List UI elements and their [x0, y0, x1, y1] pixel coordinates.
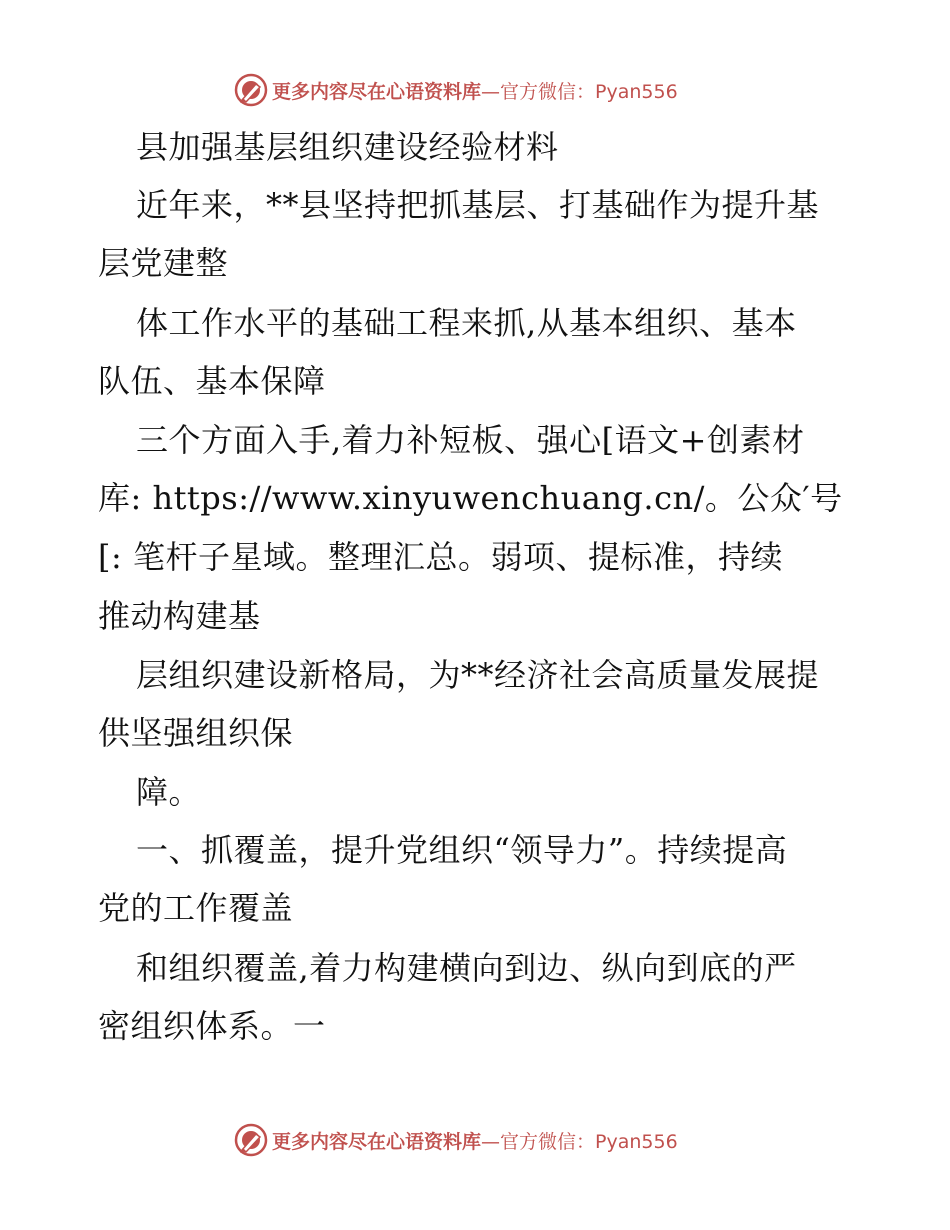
text-line: 党的工作覆盖: [98, 889, 294, 927]
text-line: 障。: [136, 773, 202, 811]
text-line: 供坚强组织保: [98, 714, 294, 752]
pen-logo-icon: [234, 1123, 268, 1157]
text-line: 推动构建基: [98, 597, 261, 635]
watermark-sub-text: —官方微信：Pyan556: [481, 1130, 678, 1153]
text-line: 密组织体系。一: [98, 1007, 326, 1045]
watermark-sub-text: —官方微信：Pyan556: [481, 80, 678, 103]
text-line: [: 笔杆子星域。整理汇总。弱项、提标准，持续: [98, 538, 783, 576]
text-line: 队伍、基本保障: [98, 362, 326, 400]
text-line: 库: https://www.xinyuwenchuang.cn/。公众′号: [98, 479, 843, 517]
text-line: 三个方面入手,着力补短板、强心[语文+创素材: [136, 421, 805, 459]
watermark-main-text: 更多内容尽在心语资料库: [272, 1130, 482, 1153]
watermark-main-text: 更多内容尽在心语资料库: [272, 80, 482, 103]
text-line: 层党建整: [98, 244, 229, 282]
footer-watermark: [234, 1120, 678, 1160]
pen-logo-icon: [234, 73, 268, 107]
header-watermark: [234, 70, 678, 110]
text-line: 和组织覆盖,着力构建横向到边、纵向到底的严: [136, 949, 797, 987]
text-line: 层组织建设新格局，为**经济社会高质量发展提: [136, 656, 820, 694]
document-title: 县加强基层组织建设经验材料: [136, 128, 559, 166]
text-line: 体工作水平的基础工程来抓,从基本组织、基本: [136, 304, 797, 342]
text-line: 近年来，**县坚持把抓基层、打基础作为提升基: [136, 186, 820, 224]
section-heading: 一、抓覆盖，提升党组织“领导力”。持续提高: [136, 831, 788, 869]
